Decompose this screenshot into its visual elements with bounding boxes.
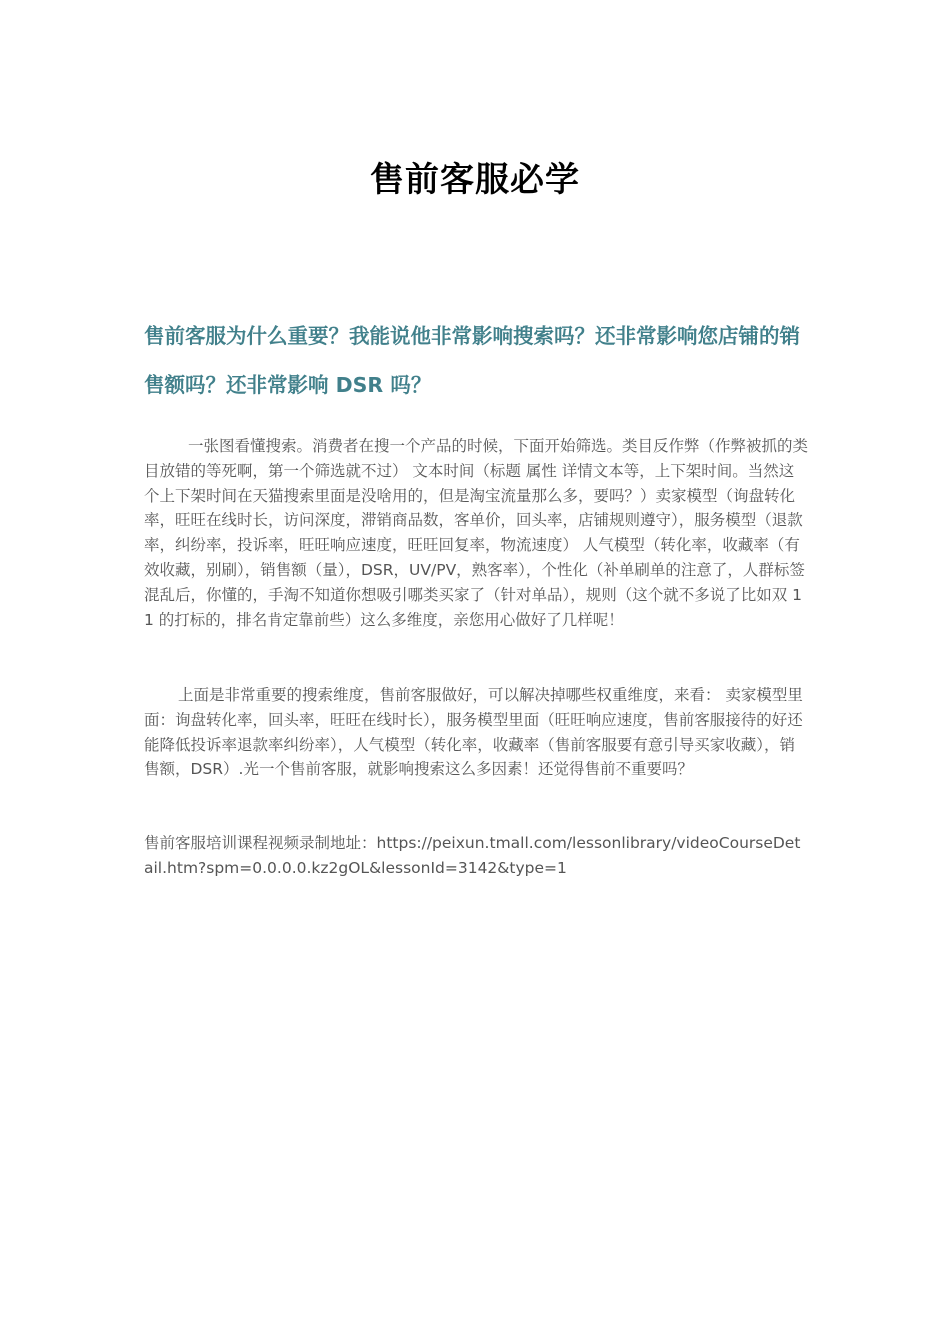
page-title: 售前客服必学 [370,160,580,200]
paragraph-search-dimensions: 一张图看懂搜索。消费者在搜一个产品的时候，下面开始筛选。类目反作弊（作弊被抓的类目放错的等死啊，第一个筛选就不过） 文本时间（标题 属性 详情文本等，上下架时间。当然这个上下架时间在天猫搜索里面是没啥用的，但是淘宝流量那么多，要吗？）卖家模型（询盘转化率，旺旺在线时长，访问深度，滞销商品数，客单价，回头率，店铺规则遵守），服务模型（退款率，纠纷率，投诉率，旺旺响应速度，旺旺回复率，物流速度） 人气模型（转化率，收藏率（有效收藏，别刷），销售额（量），DSR，UV/PV，熟客率），个性化（补单刷单的注意了，人群标签混乱后，你懂的，手淘不知道你想吸引哪类买家了（针对单品），规则（这个就不多说了比如双 11 的打标的，排名肯定靠前些）这么多维度，亲您用心做好了几样呢！ [144,437,809,629]
paragraph-course-link: 售前客服培训课程视频录制地址：https://peixun.tmall.com/lessonlibrary/videoCourseDetail.htm?spm=0.0.0.0.kz2gOL&lessonId=3142&type=1 [144,834,801,877]
paragraph-presales-impact: 上面是非常重要的搜索维度，售前客服做好，可以解决掉哪些权重维度，来看： 卖家模型里面：询盘转化率，回头率，旺旺在线时长），服务模型里面（旺旺响应速度，售前客服接待的好还能降低投诉率退款率纠纷率），人气模型（转化率，收藏率（售前客服要有意引导买家收藏），销售额，DSR）.光一个售前客服，就影响搜索这么多因素！还觉得售前不重要吗？ [144,686,803,779]
section-heading: 售前客服为什么重要？我能说他非常影响搜索吗？还非常影响您店铺的销售额吗？还非常影响 DSR 吗？ [144,324,800,397]
